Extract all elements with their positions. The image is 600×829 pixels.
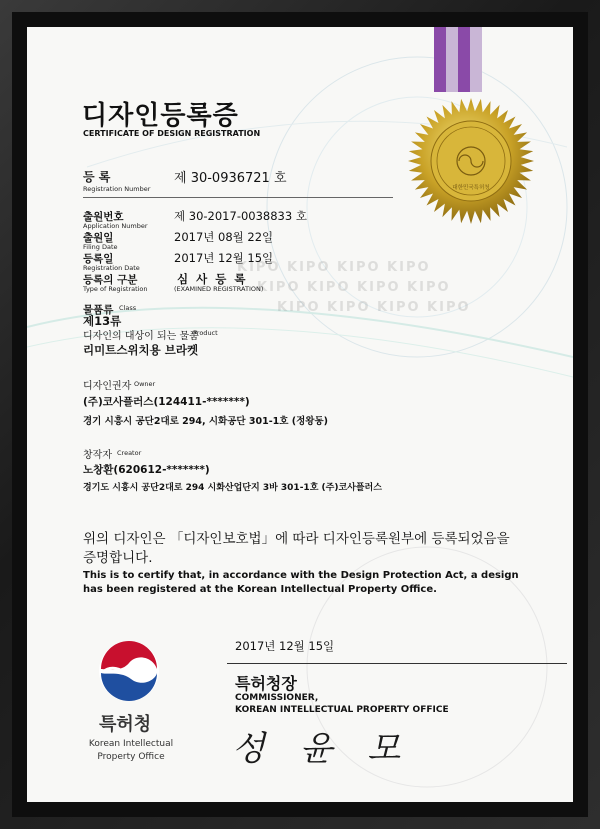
kipo-logo-text: 특허청 [99, 714, 152, 735]
commissioner-en-line2: KOREAN INTELLECTUAL PROPERTY OFFICE [235, 705, 449, 715]
owner-name: (주)코사플러스(124411-*******) [83, 396, 250, 408]
creator-address: 경기도 시흥시 공단2대로 294 시화산업단지 3바 301-1호 (주)코사플러스 [83, 483, 382, 493]
statement-ko-line2: 증명합니다. [83, 550, 153, 566]
statement-ko-line1: 위의 디자인은 「디자인보호법」에 따라 디자인등록원부에 등록되었음을 [83, 531, 510, 547]
owner-label-en: Owner [134, 380, 156, 388]
certificate-paper [27, 27, 573, 802]
class-label: 물품류 [83, 304, 114, 316]
kipo-watermark: KIPO KIPO KIPO KIPO [237, 260, 431, 275]
commissioner-en-line1: COMMISSIONER, [235, 693, 319, 703]
class-value: 제13류 [83, 314, 122, 328]
ribbon-stripe [434, 27, 446, 92]
kipo-watermark: KIPO KIPO KIPO KIPO [277, 300, 471, 315]
registration-label-en: Registration Number [83, 185, 151, 193]
registration-date-label-en: Registration Date [83, 264, 140, 272]
statement-en-line1: This is to certify that, in accordance with the Design Protection Act, a design [83, 570, 519, 581]
registration-type: 심 사 등 록 [177, 272, 248, 286]
filing-date-label: 출원일 [83, 232, 114, 244]
ribbon-stripe [446, 27, 458, 92]
issue-date: 2017년 12월 15일 [235, 639, 335, 653]
registration-date-label: 등록일 [83, 253, 114, 265]
kipo-logo-icon [97, 639, 161, 703]
gold-seal [407, 97, 535, 225]
owner-address: 경기 시흥시 공단2대로 294, 시화공단 301-1호 (정왕동) [83, 416, 328, 427]
kipo-logo-en-line2: Property Office [97, 752, 165, 762]
owner-label: 디자인권자 [83, 381, 132, 392]
class-label-en: Class [119, 304, 137, 312]
application-label: 출원번호 [83, 211, 124, 223]
filing-date: 2017년 08월 22일 [174, 230, 274, 244]
kipo-watermark: KIPO KIPO KIPO KIPO [257, 280, 451, 295]
signature-divider [227, 663, 567, 664]
certificate-title-en: CERTIFICATE OF DESIGN REGISTRATION [83, 129, 261, 138]
commissioner-signature: 성 윤 모 [232, 729, 413, 769]
creator-name: 노창환(620612-*******) [83, 464, 210, 476]
commissioner-title: 특허청장 [235, 674, 297, 693]
registration-number: 제 30-0936721 호 [174, 171, 287, 186]
divider [83, 197, 393, 198]
seal-text: 대한민국특허청 [452, 185, 490, 191]
product-label-en: Product [193, 329, 218, 337]
application-label-en: Application Number [83, 222, 148, 230]
registration-label: 등 록 [83, 170, 111, 184]
ribbon-stripe [470, 27, 482, 92]
product-label: 디자인의 대상이 되는 물품 [83, 331, 199, 342]
registration-date: 2017년 12월 15일 [174, 251, 274, 265]
creator-label: 창작자 [83, 450, 112, 461]
registration-type-en: (EXAMINED REGISTRATION) [174, 285, 264, 293]
certificate-title: 디자인등록증 [82, 101, 239, 131]
kipo-logo-en-line1: Korean Intellectual [88, 739, 174, 749]
ribbon-stripe [458, 27, 470, 92]
creator-label-en: Creator [117, 449, 142, 457]
statement-en-line2: has been registered at the Korean Intellectual Property Office. [83, 584, 437, 595]
registration-type-label-en: Type of Registration [83, 285, 148, 293]
registration-type-label: 등록의 구분 [83, 274, 138, 286]
product-value: 리미트스위치용 브라켓 [83, 343, 199, 357]
application-number: 제 30-2017-0038833 호 [174, 209, 307, 223]
filing-date-label-en: Filing Date [83, 243, 118, 251]
